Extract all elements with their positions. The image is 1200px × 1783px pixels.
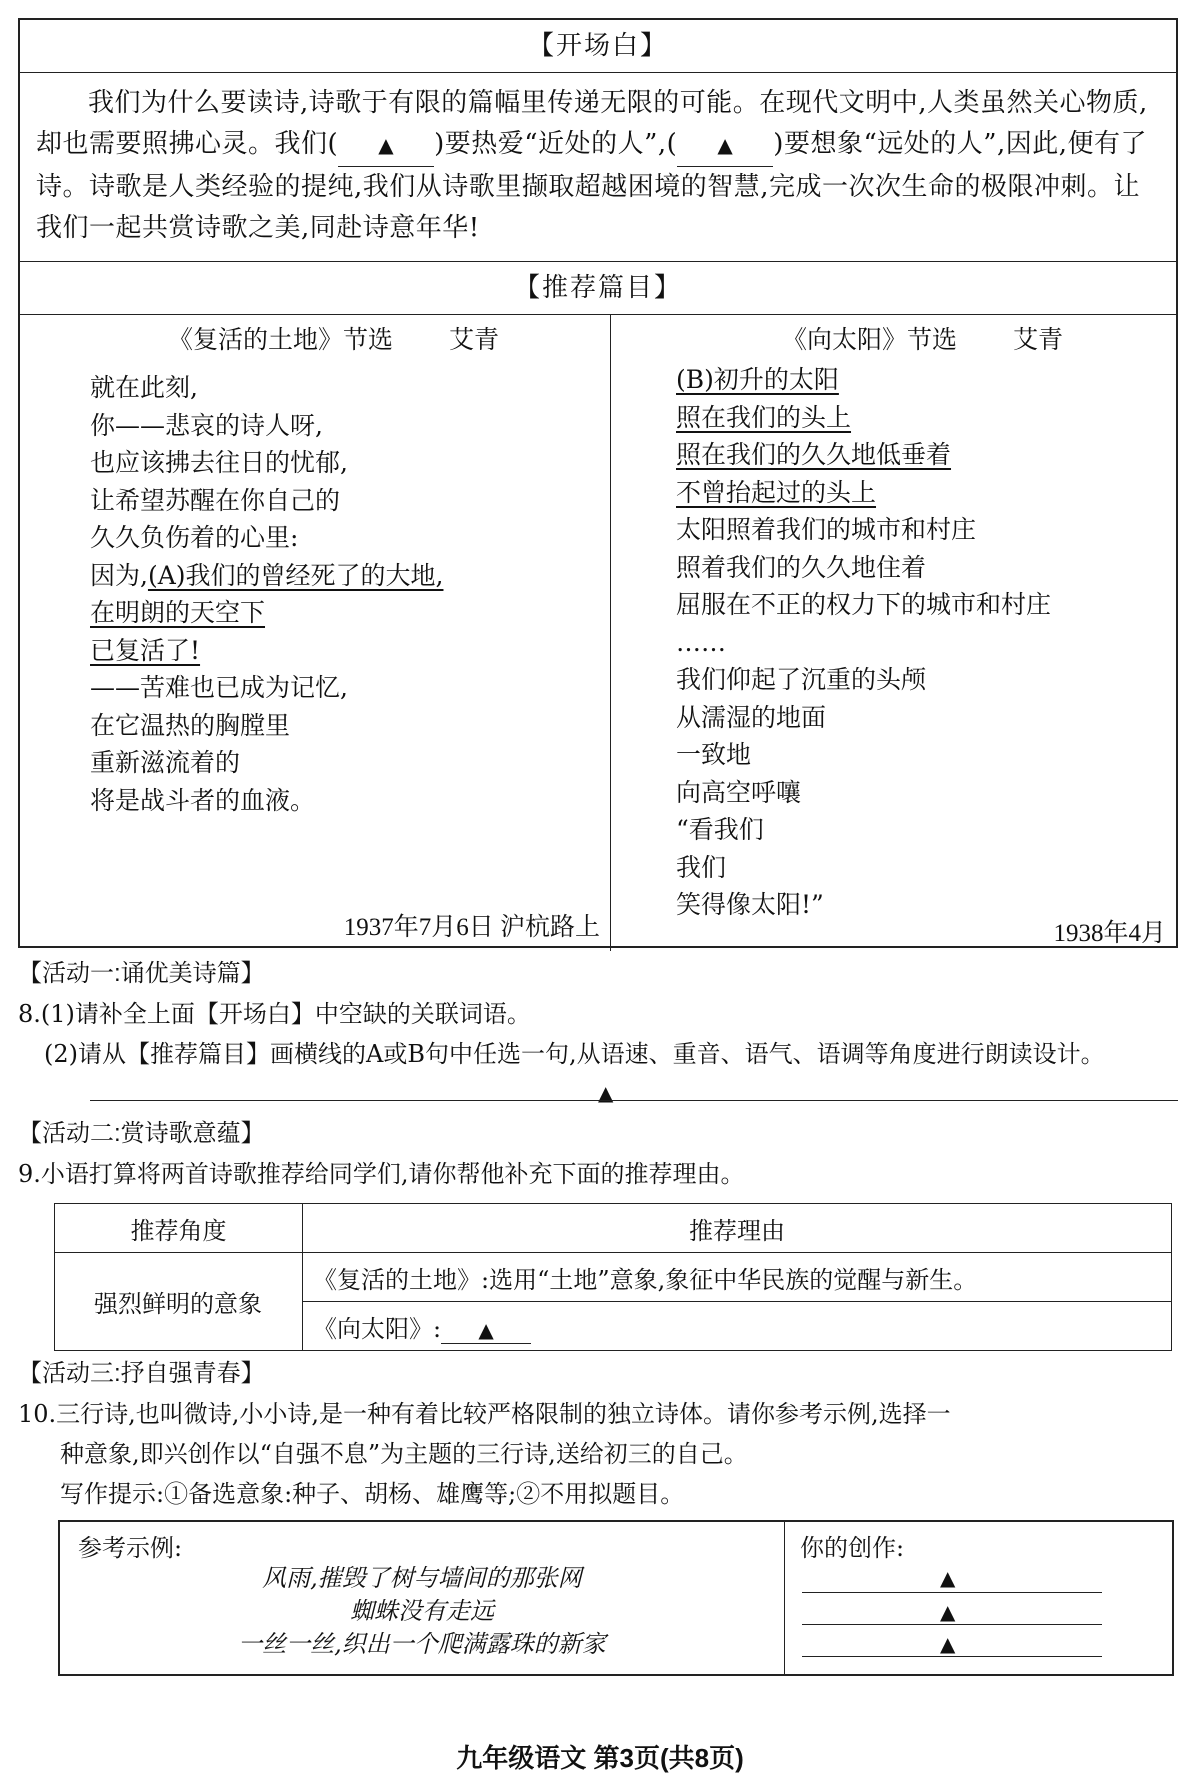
poem-line: 一致地 bbox=[676, 740, 752, 769]
example-line: 蜘蛛没有走远 bbox=[350, 1597, 494, 1625]
blank-1-marker: ▲ bbox=[378, 133, 395, 157]
answer-8-line[interactable] bbox=[90, 1100, 1178, 1101]
write-line-3-marker: ▲ bbox=[940, 1632, 956, 1656]
write-line-1-marker: ▲ bbox=[940, 1566, 956, 1590]
opening-text-1: 我们为什么要读诗,诗歌于有限的篇幅里传递无限的可能。在现代文明中,人类虽然关心物质,却也需要照拂心灵。我们( bbox=[36, 88, 1148, 159]
reason-2-marker: ▲ bbox=[478, 1317, 494, 1342]
blank-1[interactable] bbox=[338, 124, 434, 167]
poem-1-title: 《复活的土地》节选 bbox=[168, 326, 394, 354]
writing-tip: 写作提示:①备选意象:种子、胡杨、雄鹰等;②不用拟题目。 bbox=[60, 1480, 685, 1508]
poem-line: 笑得像太阳!” bbox=[676, 890, 824, 919]
poem-2-date: 1938年4月 bbox=[1053, 920, 1166, 947]
question-9: 9.小语打算将两首诗歌推荐给同学们,请你帮他补充下面的推荐理由。 bbox=[18, 1160, 745, 1188]
poem-line: 将是战斗者的血液。 bbox=[90, 785, 316, 815]
poem-1-title-row bbox=[20, 315, 610, 361]
recommend-header: 【推荐篇目】 bbox=[20, 261, 1176, 315]
poem-line: 就在此刻, bbox=[90, 373, 198, 402]
write-line-3[interactable] bbox=[802, 1656, 1102, 1657]
poem-line-a bbox=[90, 557, 610, 595]
poems-section bbox=[20, 315, 1176, 951]
question-10-line-2: 种意象,即兴创作以“自强不息”为主题的三行诗,送给初三的自己。 bbox=[60, 1440, 748, 1468]
underlined-sentence-b: (B)初升的太阳 bbox=[676, 365, 839, 394]
underlined-line: 照在我们的久久地低垂着 bbox=[676, 440, 952, 469]
your-creation-label: 你的创作: bbox=[800, 1534, 905, 1562]
poem-1 bbox=[20, 315, 611, 951]
example-poem bbox=[60, 1562, 784, 1661]
poem-2-author: 艾青 bbox=[1013, 326, 1064, 354]
poem-line: 照着我们的久久地住着 bbox=[676, 552, 927, 582]
poem-line: 重新滋流着的 bbox=[90, 748, 241, 777]
poem-line: 我们仰起了沉重的头颅 bbox=[676, 665, 927, 694]
your-creation-panel bbox=[786, 1522, 1172, 1674]
reading-material-box bbox=[18, 18, 1178, 948]
blank-2[interactable] bbox=[677, 124, 773, 167]
poem-line: 也应该拂去往日的忧郁, bbox=[90, 448, 348, 477]
poem-2 bbox=[612, 315, 1176, 951]
poem-line: …… bbox=[676, 627, 726, 657]
activity-3-title: 【活动三:抒自强青春】 bbox=[18, 1360, 265, 1387]
poem-2-title-row bbox=[612, 315, 1176, 361]
table-cell-reason-2[interactable] bbox=[303, 1302, 1172, 1351]
poem-line: 从濡湿的地面 bbox=[676, 702, 827, 732]
reason-2-blank[interactable] bbox=[441, 1315, 531, 1344]
underlined-line: 照在我们的头上 bbox=[676, 402, 852, 432]
poem-line: 向高空呼嚷 bbox=[676, 777, 802, 807]
underlined-line: 不曾抬起过的头上 bbox=[676, 477, 877, 507]
poem-line: 太阳照着我们的城市和村庄 bbox=[676, 515, 977, 544]
write-line-2[interactable] bbox=[802, 1624, 1102, 1625]
poem-line: 你——悲哀的诗人呀, bbox=[90, 410, 323, 440]
example-line: 一丝一丝,织出一个爬满露珠的新家 bbox=[238, 1630, 606, 1658]
opening-paragraph bbox=[20, 73, 1176, 261]
poem-1-date: 1937年7月6日 沪杭路上 bbox=[343, 914, 600, 941]
question-8-2: (2)请从【推荐篇目】画横线的A或B句中任选一句,从语速、重音、语气、语调等角度进行朗读设计。 bbox=[44, 1040, 1105, 1068]
poem-line: 久久负伤着的心里: bbox=[90, 523, 299, 552]
table-cell-angle: 强烈鲜明的意象 bbox=[55, 1253, 303, 1351]
poem-line: 在它温热的胸膛里 bbox=[90, 710, 291, 740]
activity-2-title: 【活动二:赏诗歌意蕴】 bbox=[18, 1120, 265, 1147]
opening-header: 【开场白】 bbox=[20, 20, 1176, 73]
answer-8-marker: ▲ bbox=[598, 1081, 614, 1105]
reason-2-prefix: 《向太阳》: bbox=[313, 1314, 442, 1343]
page-footer: 九年级语文 第3页(共8页) bbox=[456, 1743, 744, 1773]
poem-line: “看我们 bbox=[676, 815, 764, 844]
poem-line: ——苦难也已成为记忆, bbox=[90, 673, 348, 702]
example-label: 参考示例: bbox=[78, 1534, 183, 1562]
opening-text-2: )要热爱“近处的人”,( bbox=[434, 129, 678, 159]
write-line-1[interactable] bbox=[802, 1592, 1102, 1593]
question-8-1: 8.(1)请补全上面【开场白】中空缺的关联词语。 bbox=[18, 1000, 531, 1028]
poem-1-author: 艾青 bbox=[449, 326, 500, 354]
opening-text-3: )要想象“远处的人”,因此,便有了诗。诗歌是人类经验的提纯,我们从诗歌里撷取超越困境的智慧,完成一次次生命的极限冲刺。让我们一起共赏诗歌之美,同赴诗意年华! bbox=[36, 129, 1148, 243]
poem-2-title: 《向太阳》节选 bbox=[782, 326, 958, 354]
poem-2-lines bbox=[612, 361, 1176, 924]
table-header-reason: 推荐理由 bbox=[303, 1204, 1172, 1253]
underlined-sentence-a: (A)我们的曾经死了的大地, bbox=[147, 560, 444, 590]
recommend-reason-table bbox=[54, 1203, 1172, 1351]
write-line-2-marker: ▲ bbox=[940, 1600, 956, 1624]
poem-line: 屈服在不正的权力下的城市和村庄 bbox=[676, 590, 1052, 619]
poem-line: 我们 bbox=[676, 852, 727, 882]
blank-2-marker: ▲ bbox=[717, 133, 734, 157]
three-line-poem-box bbox=[58, 1520, 1174, 1676]
example-panel bbox=[60, 1522, 785, 1674]
example-line: 风雨,摧毁了树与墙间的那张网 bbox=[262, 1564, 582, 1592]
poem-line-a-prefix: 因为, bbox=[90, 560, 148, 590]
table-header-angle: 推荐角度 bbox=[55, 1204, 303, 1253]
activity-1-title: 【活动一:诵优美诗篇】 bbox=[18, 960, 265, 987]
underlined-line: 在明朗的天空下 bbox=[90, 598, 266, 627]
table-cell-reason-1: 《复活的土地》:选用“土地”意象,象征中华民族的觉醒与新生。 bbox=[303, 1253, 1172, 1302]
underlined-line: 已复活了! bbox=[90, 635, 201, 665]
poem-1-lines bbox=[20, 369, 610, 819]
poem-line: 让希望苏醒在你自己的 bbox=[90, 485, 341, 515]
question-10-line-1: 10.三行诗,也叫微诗,小小诗,是一种有着比较严格限制的独立诗体。请你参考示例,选择一 bbox=[18, 1400, 951, 1428]
